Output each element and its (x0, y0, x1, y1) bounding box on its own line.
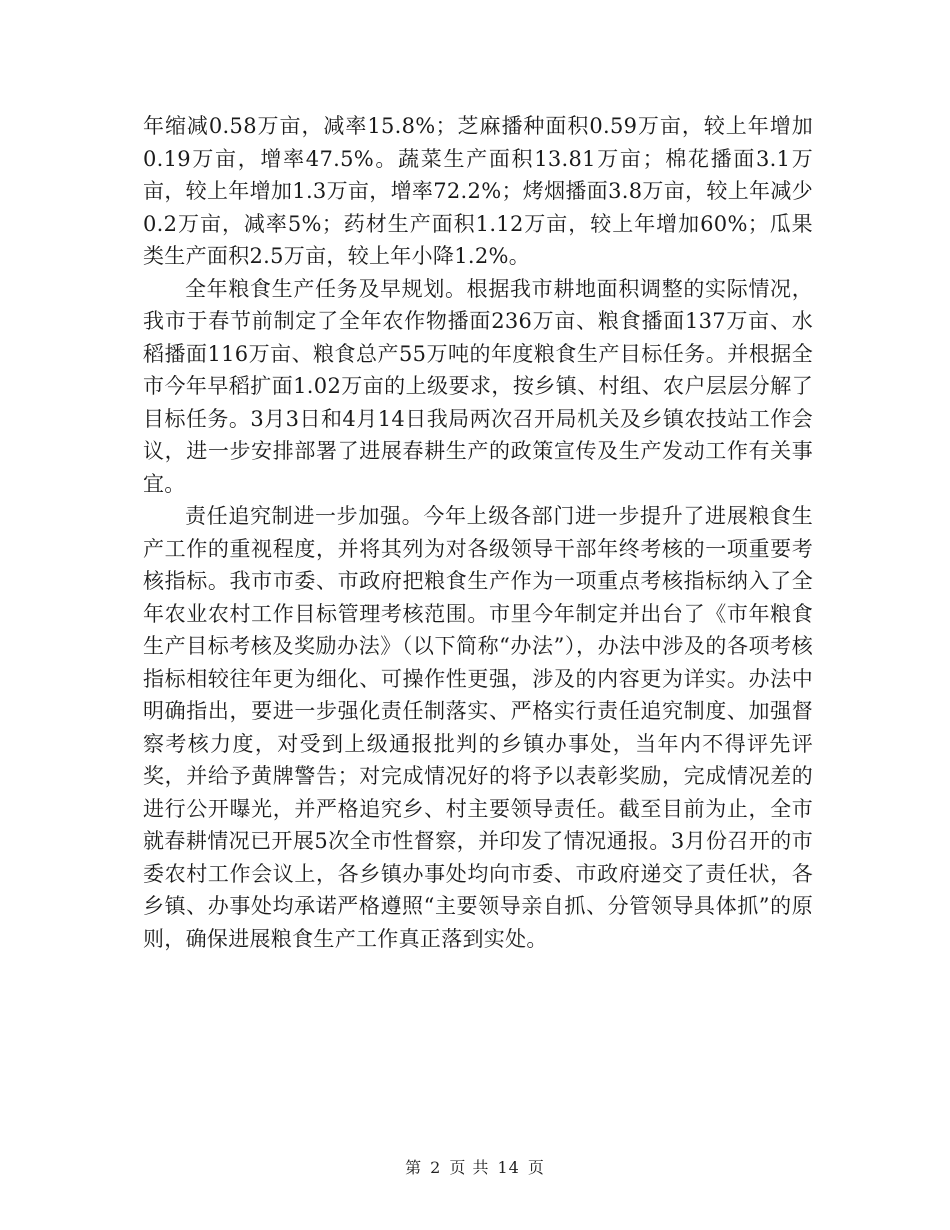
paragraph-grain-planning: 全年粮食生产任务及早规划。根据我市耕地面积调整的实际情况，我市于春节前制定了全年农作物播面236万亩、粮食播面137万亩、水稻播面116万亩、粮食总产55万吨的年度粮食生产目标任务。并根据全市今年早稻扩面1.02万亩的上级要求，按乡镇、村组、农户层层分解了目标任务。3月3日和4月14日我局两次召开局机关及乡镇农技站工作会议，进一步安排部署了进展春耕生产的政策宣传及生产发动工作有关事宜。 (143, 276, 813, 496)
footer-page-number: 2 (430, 1158, 442, 1177)
footer-middle: 页 共 (449, 1158, 490, 1177)
page-footer (0, 1155, 950, 1178)
document-body (143, 110, 813, 955)
footer-prefix: 第 (405, 1158, 423, 1177)
paragraph-crop-areas: 年缩减0.58万亩，减率15.8%；芝麻播种面积0.59万亩，较上年增加0.19万亩，增率47.5%。蔬菜生产面积13.81万亩；棉花播面3.1万亩，较上年增加1.3万亩，增率72.2%；烤烟播面3.8万亩，较上年减少0.2万亩，减率5%；药材生产面积1.12万亩，较上年增加60%；瓜果类生产面积2.5万亩，较上年小降1.2%。 (143, 114, 813, 268)
footer-total-pages: 14 (497, 1158, 520, 1177)
footer-suffix: 页 (527, 1158, 545, 1177)
paragraph-accountability: 责任追究制进一步加强。今年上级各部门进一步提升了进展粮食生产工作的重视程度，并将其列为对各级领导干部年终考核的一项重要考核指标。我市市委、市政府把粮食生产作为一项重点考核指标纳入了全年农业农村工作目标管理考核范围。市里今年制定并出台了《市年粮食生产目标考核及奖励办法》（以下简称“办法”），办法中涉及的各项考核指标相较往年更为细化、可操作性更强，涉及的内容更为详实。办法中明确指出，要进一步强化责任制落实、严格实行责任追究制度、加强督察考核力度，对受到上级通报批判的乡镇办事处，当年内不得评先评奖，并给予黄牌警告；对完成情况好的将予以表彰奖励，完成情况差的进行公开曝光，并严格追究乡、村主要领导责任。截至目前为止，全市就春耕情况已开展5次全市性督察，并印发了情况通报。3月份召开的市委农村工作会议上，各乡镇办事处均向市委、市政府递交了责任状，各乡镇、办事处均承诺严格遵照“主要领导亲自抓、分管领导具体抓”的原则，确保进展粮食生产工作真正落到实处。 (143, 504, 813, 951)
